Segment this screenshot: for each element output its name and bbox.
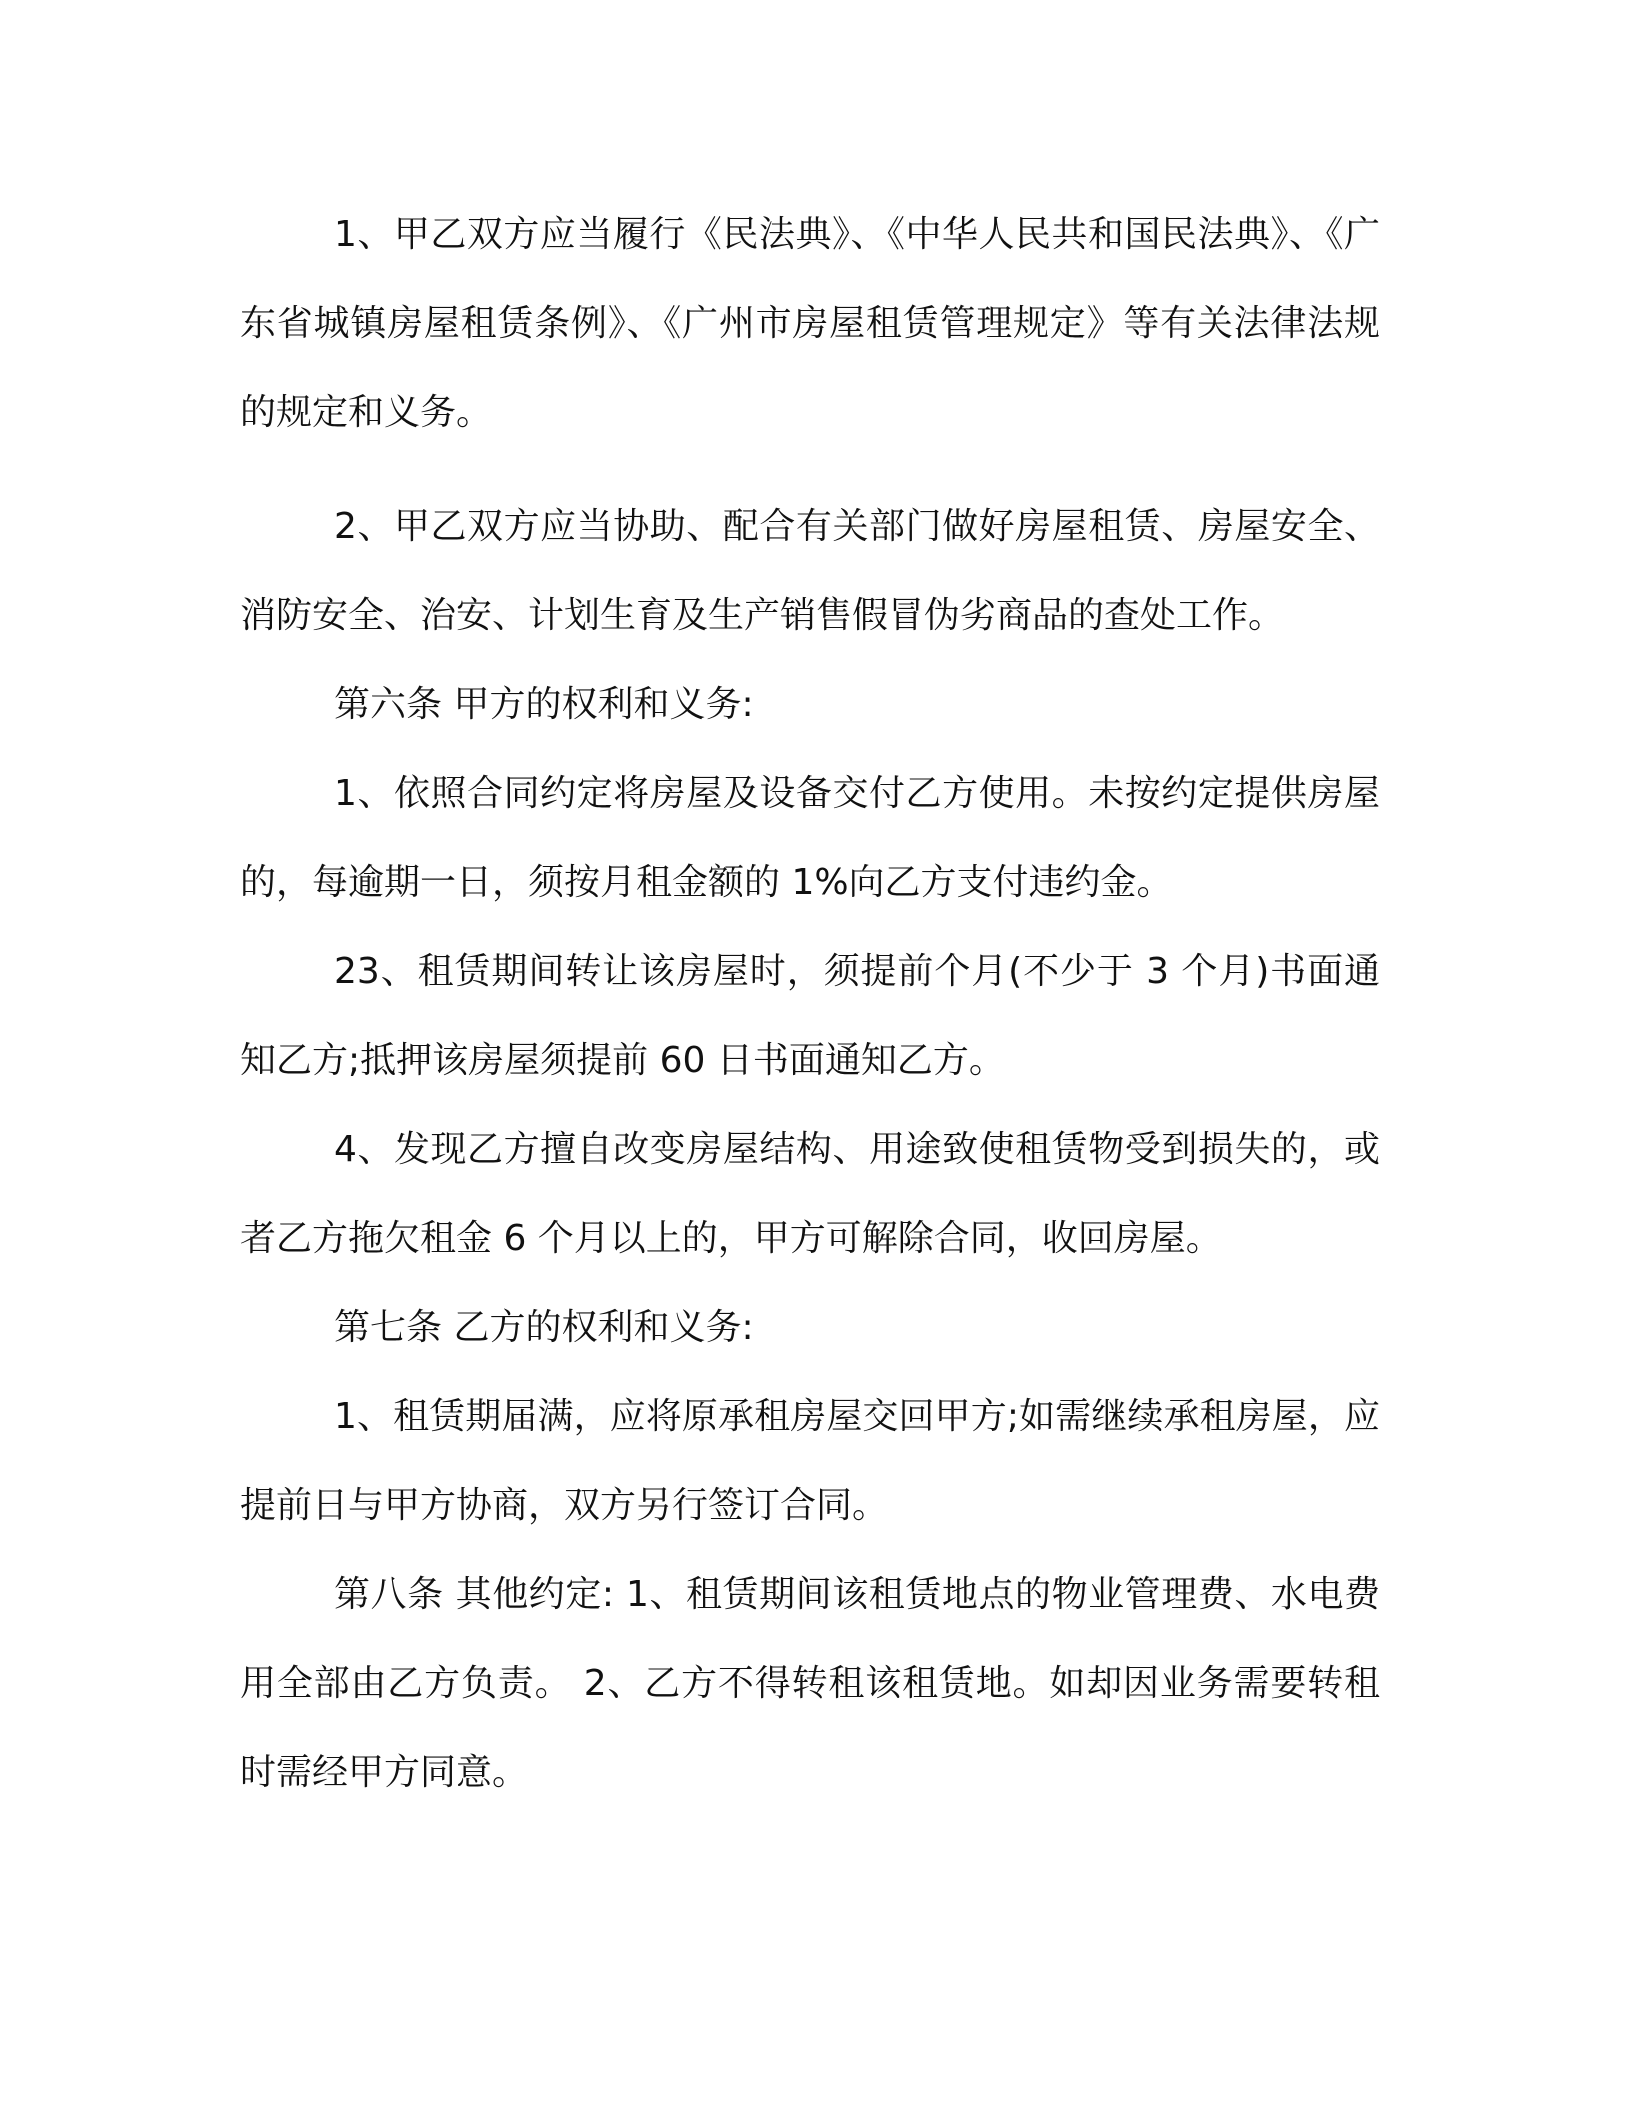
article-7-heading: 第七条 乙方的权利和义务:	[334, 1307, 754, 1348]
paragraph-1: 1、甲乙双方应当履行《民法典》、《中华人民共和国民法典》、《广东省城镇房屋租赁条例》、《广州市房屋租赁管理规定》等有关法律法规的规定和义务。	[240, 214, 1380, 433]
paragraph-article6-item4: 4、发现乙方擅自改变房屋结构、用途致使租赁物受到损失的，或者乙方拖欠租金 6 个月以上的，甲方可解除合同，收回房屋。	[240, 1129, 1380, 1259]
paragraph-article6-item23: 23、租赁期间转让该房屋时，须提前个月(不少于 3 个月)书面通知乙方;抵押该房屋须提前 60 日书面通知乙方。	[240, 951, 1380, 1081]
paragraph-2: 2、甲乙双方应当协助、配合有关部门做好房屋租赁、房屋安全、消防安全、治安、计划生育及生产销售假冒伪劣商品的查处工作。	[240, 506, 1380, 636]
document-body	[240, 190, 1380, 1817]
paragraph-article8: 第八条 其他约定: 1、租赁期间该租赁地点的物业管理费、水电费用全部由乙方负责。 2、乙方不得转租该租赁地。如却因业务需要转租时需经甲方同意。	[240, 1574, 1380, 1793]
paragraph-article7-item1: 1、租赁期届满，应将原承租房屋交回甲方;如需继续承租房屋，应提前日与甲方协商，双方另行签订合同。	[240, 1396, 1380, 1526]
paragraph-article6-item1: 1、依照合同约定将房屋及设备交付乙方使用。未按约定提供房屋的，每逾期一日，须按月租金额的 1%向乙方支付违约金。	[240, 773, 1380, 903]
article-6-heading: 第六条 甲方的权利和义务:	[334, 684, 754, 725]
